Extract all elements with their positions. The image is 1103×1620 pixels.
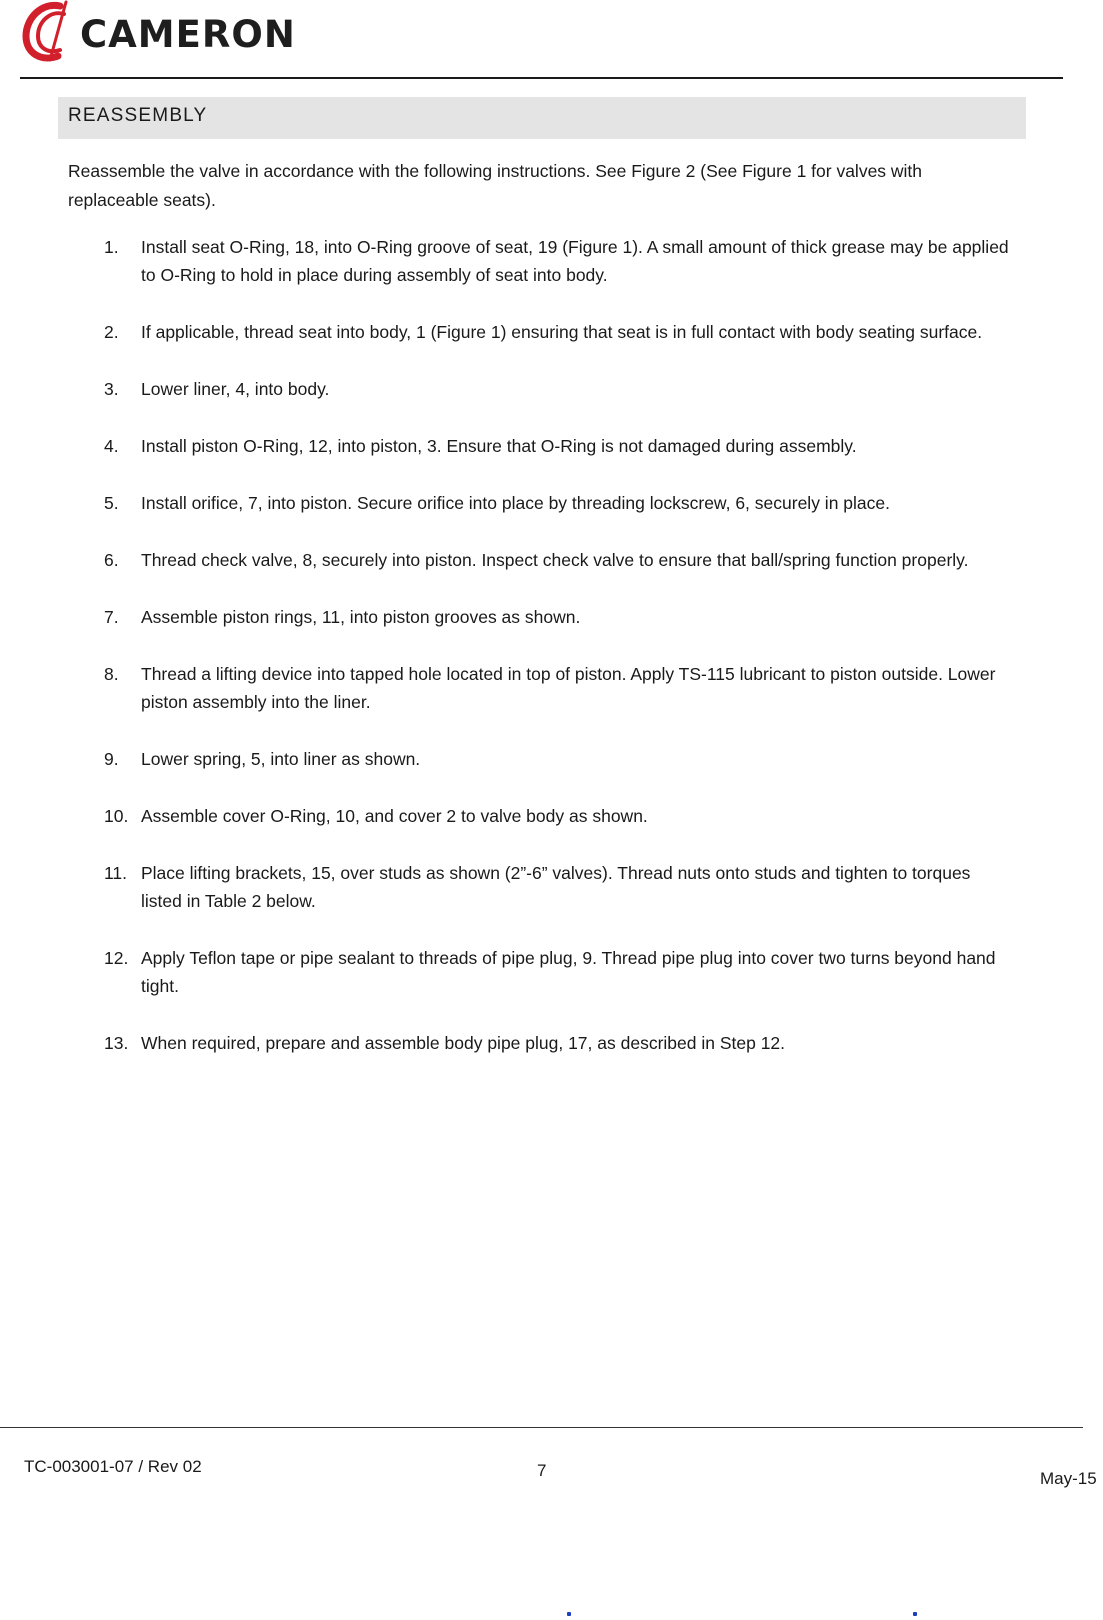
step-item <box>68 318 1013 346</box>
step-text: Place lifting brackets, 15, over studs as shown (2”-6” valves). Thread nuts onto studs and tighten to torques listed in Table 2 below. <box>141 863 971 911</box>
document-id: TC-003001-07 / Rev 02 <box>24 1457 202 1476</box>
step-item <box>68 233 1013 289</box>
step-item <box>68 859 1013 915</box>
step-item <box>68 603 1013 631</box>
step-text: Install piston O-Ring, 12, into piston, 3. Ensure that O-Ring is not damaged during assembly. <box>141 436 857 456</box>
step-item <box>68 489 1013 517</box>
step-text: Lower spring, 5, into liner as shown. <box>141 749 421 769</box>
intro-paragraph: Reassemble the valve in accordance with the following instructions. See Figure 2 (See Figure 1 for valves with replaceable seats). <box>68 161 923 210</box>
step-number: 13. <box>104 1033 129 1053</box>
cameron-logo-icon <box>20 0 76 64</box>
step-text: Thread check valve, 8, securely into piston. Inspect check valve to ensure that ball/spring function properly. <box>141 550 969 570</box>
step-text: Assemble cover O-Ring, 10, and cover 2 to valve body as shown. <box>141 806 648 826</box>
step-number: 11. <box>104 863 128 883</box>
revision-date: May-15 <box>1040 1469 1097 1488</box>
steps-list <box>68 233 1013 1086</box>
brand-name: CAMERON <box>80 12 296 56</box>
stray-dot <box>913 1612 917 1616</box>
company-logo <box>20 0 296 64</box>
step-text: Install orifice, 7, into piston. Secure orifice into place by threading lockscrew, 6, securely in place. <box>141 493 890 513</box>
page-header <box>0 0 1103 80</box>
step-number: 12. <box>104 948 129 968</box>
section-title: REASSEMBLY <box>68 105 208 126</box>
step-item <box>68 660 1013 716</box>
footer-divider <box>0 1427 1083 1428</box>
step-item <box>68 432 1013 460</box>
step-text: Thread a lifting device into tapped hole located in top of piston. Apply TS-115 lubricant to piston outside. Lower piston assembly into the liner. <box>141 664 996 712</box>
step-number: 4. <box>104 436 119 456</box>
step-number: 8. <box>104 664 119 684</box>
page-number: 7 <box>537 1461 547 1480</box>
step-item <box>68 802 1013 830</box>
step-text: Assemble piston rings, 11, into piston grooves as shown. <box>141 607 581 627</box>
step-number: 6. <box>104 550 119 570</box>
step-number: 5. <box>104 493 119 513</box>
step-number: 3. <box>104 379 119 399</box>
step-text: Lower liner, 4, into body. <box>141 379 330 399</box>
stray-dot <box>567 1612 571 1616</box>
step-text: If applicable, thread seat into body, 1 (Figure 1) ensuring that seat is in full contact with body seating surface. <box>141 322 983 342</box>
step-item <box>68 745 1013 773</box>
step-item <box>68 375 1013 403</box>
header-divider <box>20 77 1063 79</box>
step-text: Install seat O-Ring, 18, into O-Ring groove of seat, 19 (Figure 1). A small amount of thick grease may be applied to O-Ring to hold in place during assembly of seat into body. <box>141 237 1009 285</box>
step-text: When required, prepare and assemble body pipe plug, 17, as described in Step 12. <box>141 1033 786 1053</box>
step-number: 10. <box>104 806 129 826</box>
step-number: 2. <box>104 322 119 342</box>
step-number: 7. <box>104 607 119 627</box>
step-item <box>68 546 1013 574</box>
step-item <box>68 944 1013 1000</box>
step-text: Apply Teflon tape or pipe sealant to threads of pipe plug, 9. Thread pipe plug into cover two turns beyond hand tight. <box>141 948 996 996</box>
step-number: 9. <box>104 749 119 769</box>
section-heading-bar <box>58 97 1026 139</box>
step-number: 1. <box>104 237 119 257</box>
step-item <box>68 1029 1013 1057</box>
